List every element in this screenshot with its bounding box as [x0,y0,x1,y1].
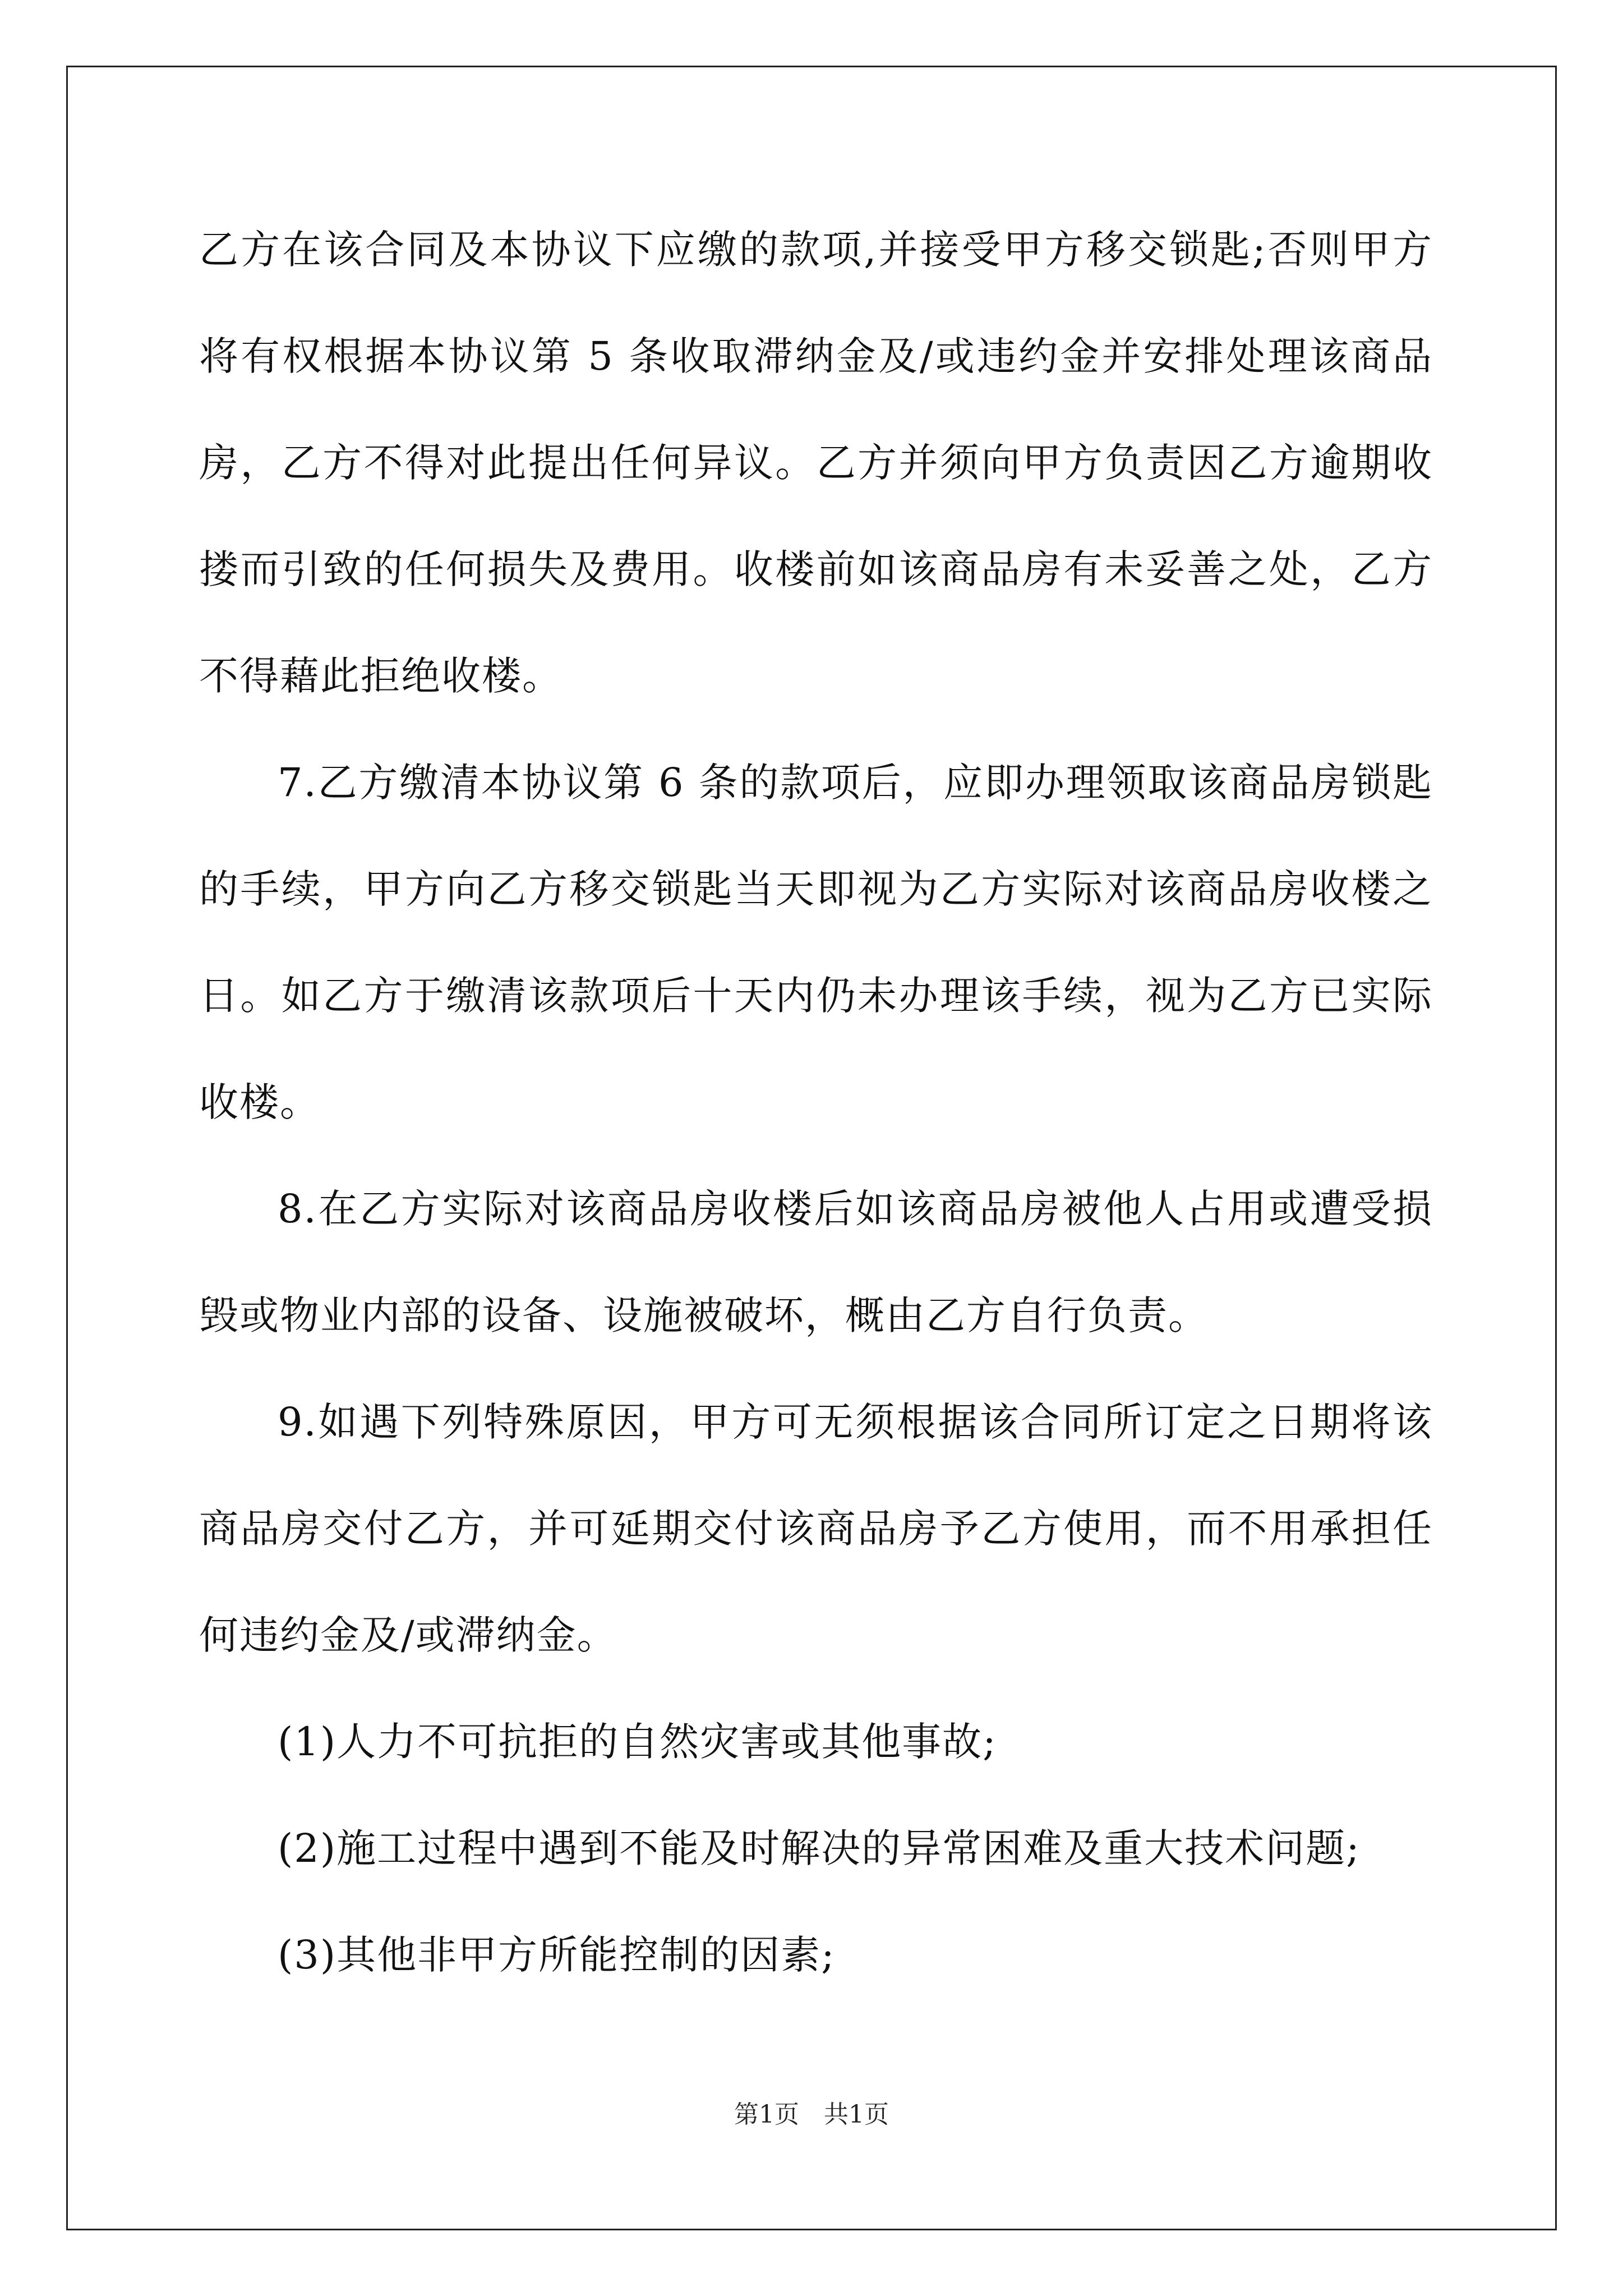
text-line: 房，乙方不得对此提出任何异议。乙方并须向甲方负责因乙方逾期收 [199,440,1433,486]
text-line: 日。如乙方于缴清该款项后十天内仍未办理该手续，视为乙方已实际 [199,973,1433,1019]
text-line: 搂而引致的任何损失及费用。收楼前如该商品房有未妥善之处，乙方 [199,546,1433,592]
text-line: 的手续，甲方向乙方移交锁匙当天即视为乙方实际对该商品房收楼之 [199,866,1433,912]
list-item-1: (1)人力不可抗拒的自然灾害或其他事故; [278,1719,997,1765]
paragraph-7-start: 7.乙方缴清本协议第 6 条的款项后，应即办理领取该商品房锁匙 [278,760,1433,806]
paragraph-8-start: 8.在乙方实际对该商品房收楼后如该商品房被他人占用或遭受损 [278,1186,1433,1232]
text-line: 何违约金及/或滞纳金。 [199,1612,617,1658]
page-border [66,66,1557,2230]
text-line: 商品房交付乙方，并可延期交付该商品房予乙方使用，而不用承担任 [199,1506,1433,1552]
text-line: 收楼。 [199,1079,320,1125]
text-line: 毁或物业内部的设备、设施被破坏，概由乙方自行负责。 [199,1292,1209,1338]
list-item-2: (2)施工过程中遇到不能及时解决的异常困难及重大技术问题; [278,1825,1361,1871]
page-footer: 第1页 共1页 [734,2100,889,2129]
paragraph-9-start: 9.如遇下列特殊原因，甲方可无须根据该合同所订定之日期将该 [278,1399,1433,1445]
text-line: 将有权根据本协议第 5 条收取滞纳金及/或违约金并安排处理该商品 [199,333,1433,379]
text-line: 不得藉此拒绝收楼。 [199,653,562,699]
text-line: 乙方在该合同及本协议下应缴的款项,并接受甲方移交锁匙;否则甲方 [199,227,1433,273]
list-item-3: (3)其他非甲方所能控制的因素; [278,1932,836,1978]
